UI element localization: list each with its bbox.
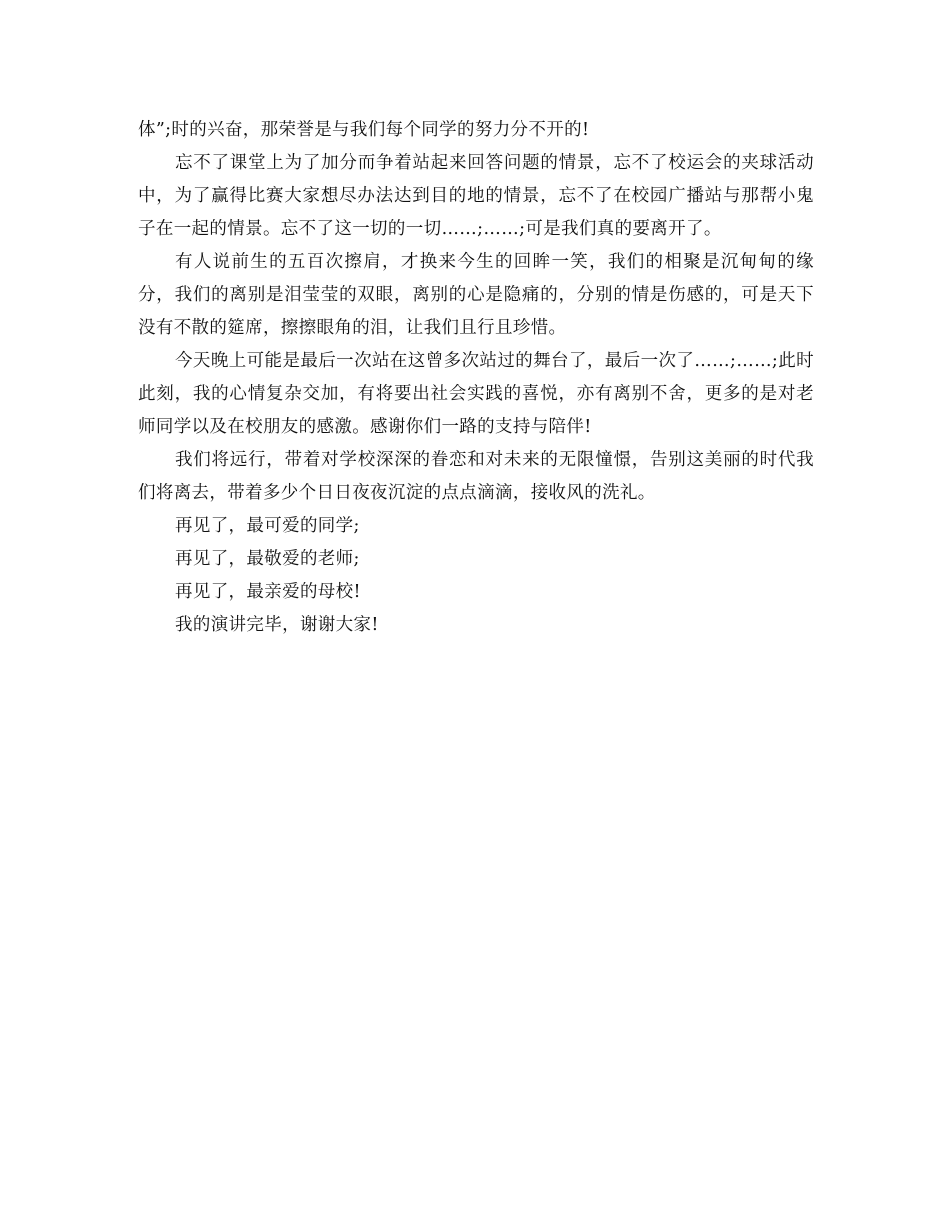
- closing-line: 我的演讲完毕，谢谢大家!: [175, 615, 379, 635]
- paragraph-continuation: 体”;时的兴奋，那荣誉是与我们每个同学的努力分不开的!: [138, 120, 590, 140]
- goodbye-classmates: 再见了，最可爱的同学;: [175, 516, 360, 536]
- paragraph-last-stage: 今天晚上可能是最后一次站在这曾多次站过的舞台了，最后一次了……;……;此时此刻，我的心情复杂交加，有将要出社会实践的喜悦，亦有离别不舍，更多的是对老师同学以及在校朋友的感激。感谢你们一路的支持与陪伴!: [138, 351, 814, 437]
- goodbye-teachers: 再见了，最敬爱的老师;: [175, 549, 360, 569]
- goodbye-school: 再见了，最亲爱的母校!: [175, 582, 361, 602]
- paragraph-farewell-fate: 有人说前生的五百次擦肩，才换来今生的回眸一笑，我们的相聚是沉甸甸的缘分，我们的离别是泪莹莹的双眼，离别的心是隐痛的，分别的情是伤感的，可是天下没有不散的筵席，擦擦眼角的泪，让我们且行且珍惜。: [138, 252, 814, 338]
- paragraph-departure: 我们将远行，带着对学校深深的眷恋和对未来的无限憧憬，告别这美丽的时代我们将离去，带着多少个日日夜夜沉淀的点点滴滴，接收风的洗礼。: [138, 450, 814, 503]
- paragraph-memories: 忘不了课堂上为了加分而争着站起来回答问题的情景，忘不了校运会的夹球活动中，为了赢得比赛大家想尽办法达到目的地的情景，忘不了在校园广播站与那帮小鬼子在一起的情景。忘不了这一切的一切……;……;可是我们真的要离开了。: [138, 153, 814, 239]
- speech-body: [138, 114, 814, 642]
